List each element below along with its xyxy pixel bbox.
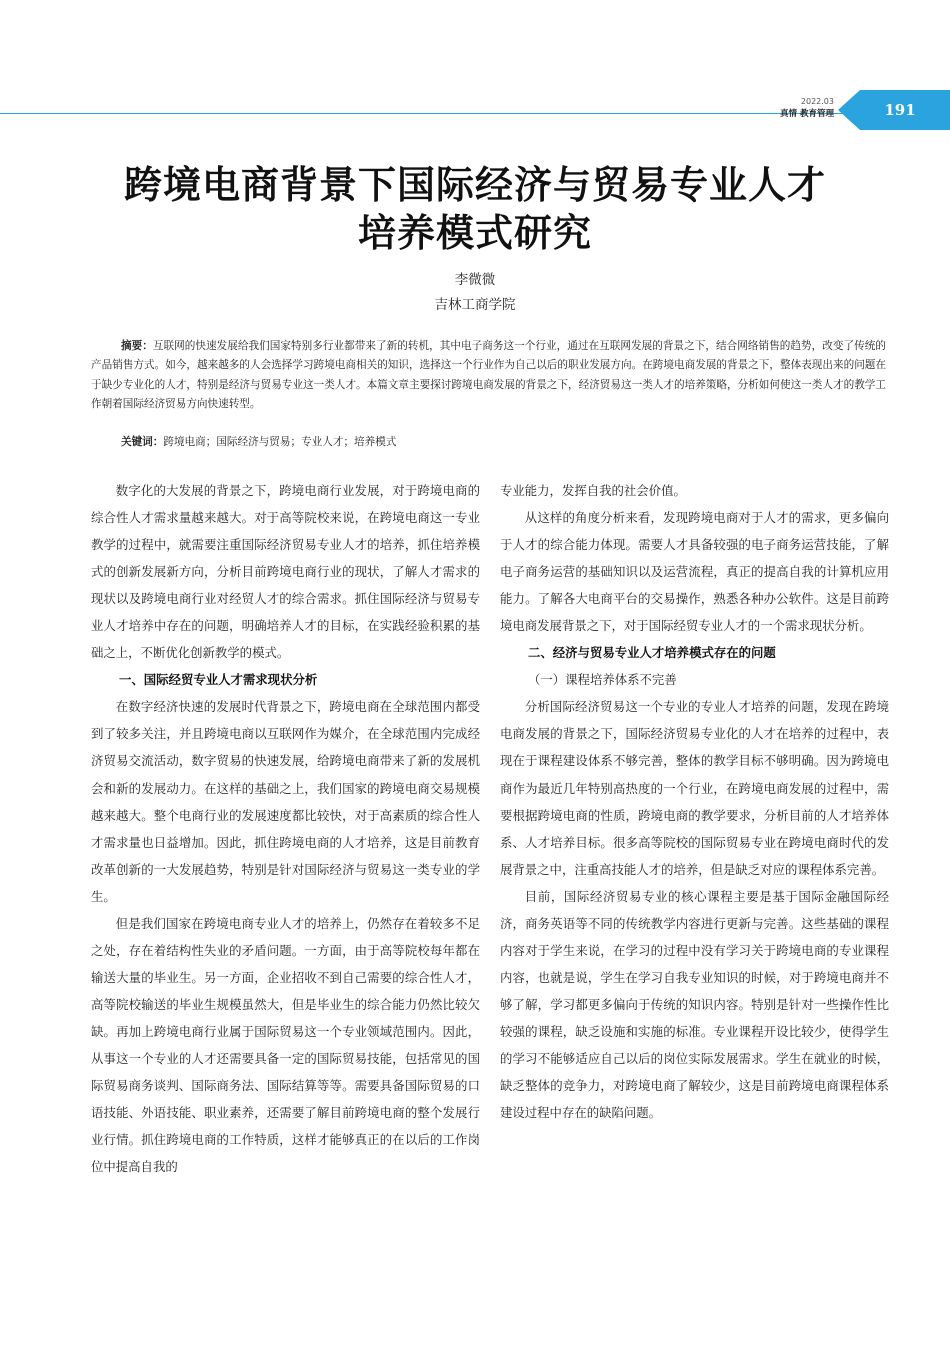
section-heading-1: 一、国际经贸专业人才需求现状分析: [119, 672, 318, 688]
paragraph: 数字化的大发展的背景之下，跨境电商行业发展，对于跨境电商的综合性人才需求量越来越大。对于高等院校来说，在跨境电商这一专业教学的过程中，就需要注重国际经济贸易专业人才的培养，抓住培养模式的创新发展新方向，分析目前跨境电商行业的现状，了解人才需求的现状以及跨境电商行业对经贸人才的综合需求。抓住国际经济与贸易专业人才培养中存在的问题，明确培养人才的目标，在实践经验积累的基础之上，不断优化创新教学的模式。: [91, 483, 480, 661]
page-number: 191: [884, 101, 916, 119]
article-title-line-1: 跨境电商背景下国际经济与贸易专业人才: [123, 163, 826, 207]
page-number-badge: [838, 90, 950, 130]
paragraph: 在数字经济快速的发展时代背景之下，跨境电商在全球范围内都受到了较多关注，并且跨境电商以互联网作为媒介，在全球范围内完成经济贸易交流活动，数字贸易的快速发展，给跨境电商带来了新的发展机会和新的发展动力。在这样的基础之上，我们国家的跨境电商交易规模越来越大。整个电商行业的发展速度都比较快，对于高素质的综合性人才需求量也日益增加。因此，抓住跨境电商的人才培养，这是目前教育改革创新的一大发展趋势，特别是针对国际经济与贸易这一类专业的学生。: [91, 699, 480, 904]
section-heading-2: 二、经济与贸易专业人才培养模式存在的问题: [528, 645, 776, 661]
paragraph: 但是我们国家在跨境电商专业人才的培养上，仍然存在着较多不足之处，存在着结构性失业的矛盾问题。一方面，由于高等院校每年都在输送大量的毕业生。另一方面，企业招收不到自己需要的综合性人才，高等院校输送的毕业生规模虽然大，但是毕业生的综合能力仍然比较欠缺。再加上跨境电商行业属于国际贸易这一个专业领域范围内。因此，从事这一个专业的人才还需要具备一定的国际贸易技能，包括常见的国际贸易商务谈判、国际商务法、国际结算等等。需要具备国际贸易的口语技能、外语技能、职业素养，还需要了解目前跨境电商的整个发展行业行情。抓住跨境电商的工作特质，这样才能够真正的在以后的工作岗位中提高自我的: [91, 915, 480, 1175]
keywords-label: 关键词：: [121, 436, 164, 448]
author-affiliation: 吉林工商学院: [434, 297, 516, 313]
subsection-heading-1: （一）课程培养体系不完善: [528, 672, 677, 688]
author-name: 李微微: [454, 272, 496, 288]
running-header: [780, 96, 834, 120]
paragraph: 从这样的角度分析来看，发现跨境电商对于人才的需求，更多偏向于人才的综合能力体现。需要人才具备较强的电子商务运营技能，了解电子商务运营的基础知识以及运营流程，真正的提高自我的计算机应用能力。了解各大电商平台的交易操作，熟悉各种办公软件。这是目前跨境电商发展背景之下，对于国际经贸专业人才的一个需求现状分析。: [500, 510, 889, 634]
body-column-left: [91, 477, 480, 1180]
paragraph: 目前，国际经济贸易专业的核心课程主要是基于国际金融国际经济，商务英语等不同的传统教学内容进行更新与完善。这些基础的课程内容对于学生来说，在学习的过程中没有学习关于跨境电商的专业课程内容，也就是说，学生在学习自我专业知识的时候，对于跨境电商并不够了解，学习都更多偏向于传统的知识内容。特别是针对一些操作性比较强的课程，缺乏设施和实施的标准。专业课程开设比较少，使得学生的学习不能够适应自己以后的岗位实际发展需求。学生在就业的时候，缺乏整体的竞争力，对跨境电商了解较少，这是目前跨境电商课程体系建设过程中存在的缺陷问题。: [500, 888, 889, 1121]
keywords: [121, 433, 881, 452]
abstract: [91, 337, 886, 415]
journal-name: 真情 教育管理: [780, 109, 834, 119]
abstract-label: 摘要：: [121, 340, 153, 352]
article-title-line-2: 培养模式研究: [357, 211, 592, 255]
paragraph-continued: 专业能力，发挥自我的社会价值。: [500, 483, 686, 498]
header-rule: [0, 113, 845, 114]
body-column-right: [500, 477, 889, 1126]
paragraph: 分析国际经济贸易这一个专业的专业人才培养的问题，发现在跨境电商发展的背景之下，国际经济贸易专业化的人才在培养的过程中，表现在于课程建设体系不够完善，整体的教学目标不够明确。因为跨境电商作为最近几年特别高热度的一个行业，在跨境电商发展的过程中，需要根据跨境电商的性质，跨境电商的教学要求，分析目前的人才培养体系、人才培养目标。很多高等院校的国际贸易专业在跨境电商时代的发展背景之中，注重高技能人才的培养，但是缺乏对应的课程体系完善。: [500, 699, 889, 877]
abstract-text: 互联网的快速发展给我们国家特别多行业都带来了新的转机，其中电子商务这一个行业，通过在互联网发展的背景之下，结合网络销售的趋势，改变了传统的产品销售方式。如今，越来越多的人会选择学习跨境电商相关的知识，选择这一个行业作为自己以后的职业发展方向。在跨境电商发展的背景之下，整体表现出来的问题在于缺少专业化的人才，特别是经济与贸易专业这一类人才。本篇文章主要探讨跨境电商发展的背景之下，经济贸易这一类人才的培养策略，分析如何使这一类人才的教学工作朝着国际经济贸易方向快速转型。: [91, 340, 887, 411]
issue-date: 2022.03: [800, 97, 834, 106]
keywords-text: 跨境电商；国际经济与贸易；专业人才；培养模式: [163, 436, 397, 448]
